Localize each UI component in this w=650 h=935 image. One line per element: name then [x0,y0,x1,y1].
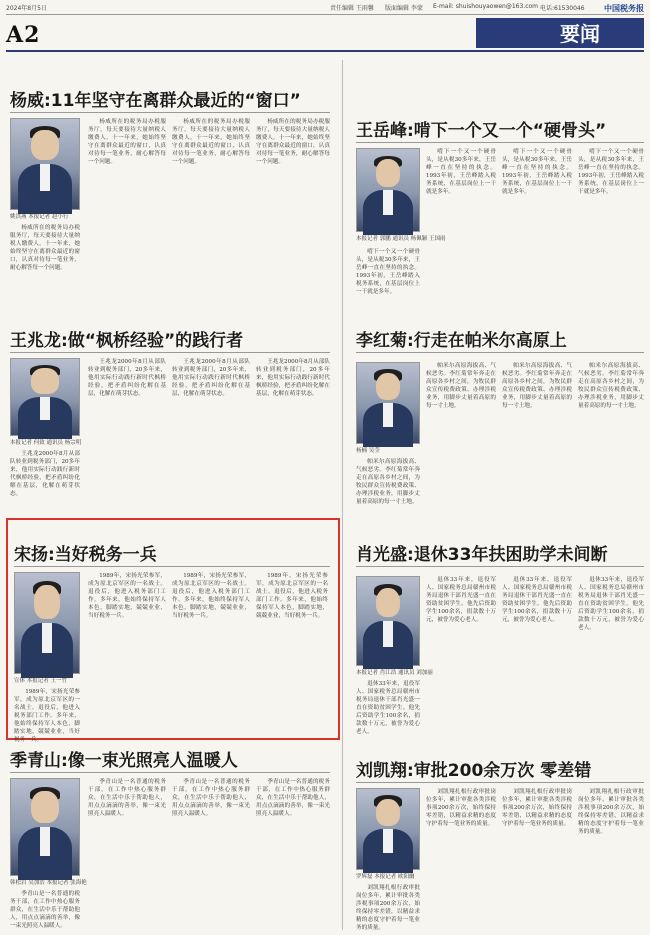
headline-yang-wei: 杨威:11年坚守在离群众最近的“窗口” [10,91,301,111]
section-title: 要闻 [560,22,600,46]
article-body-col2: 季青山是一名普通的税务干部，在工作中热心服务群众，在生活中乐于帮助他人，用点点滴滴的善举，像一束光照亮人温暖人。 [88,779,166,817]
article-body-col3: 季青山是一名普通的税务干部，在工作中热心服务群众，在生活中乐于帮助他人，用点点滴滴的善举，像一束光照亮人温暖人。 [172,779,250,817]
article-body: 王兆龙2000年8月从部队转业到税务部门，20多年来，他用实际行动践行新时代枫桥经验，把矛盾纠纷化解在基层，化解在萌芽状态。 [10,451,80,497]
portrait-photo [356,148,420,232]
portrait-photo [356,788,420,870]
article-body: 季青山是一名普通的税务干部，在工作中热心服务群众，在生活中乐于帮助他人，用点点滴滴的善举，像一束光照亮人温暖人。 [10,891,80,929]
contact-email: E-mail: shuishouyaowen@163.com [433,3,539,10]
contact-phone: 电话:61530046 [540,5,585,12]
portrait-photo [356,576,420,666]
photo-caption: 罗辉磊 本报记者 欧阳幽 [356,874,415,880]
portrait-photo [14,572,80,674]
photo-caption: 本报记者 肖江浩 通讯员 刘加丽 [356,670,433,676]
article-body-col2: 刘凯翔扎根行政审批岗位多年，累计审批各类涉税事项200余万次，始终保持零差错，以精益求精的态度守护着每一笔业务的质量。 [426,789,496,827]
issue-date: 2024年8月5日 [6,5,47,12]
headline-li-hongju: 李红菊:行走在帕米尔高原上 [356,331,567,351]
article-body-col4: 啃下一个又一个硬骨头，是从税30多年来，王岳峰一直在坚持的执念。1993年初，王岳峰踏入税务系统，在基层岗位上一干就是多年。 [578,149,644,195]
article-body: 杨威所在的税务局办税服务厅，每天要接待大量纳税人缴费人。十一年来，她始终坚守在离群众最近的窗口，认真对待每一笔业务，耐心解答每一个问题。 [10,225,80,271]
editor-credit: 责任编辑 王雨馨 [330,5,374,12]
photo-caption: 本报记者 郭鹏 通讯员 杨佩颖 王国雨 [356,236,446,242]
article-body: 刘凯翔扎根行政审批岗位多年，累计审批各类涉税事项200余万次，始终保持零差错，以精益求精的态度守护着每一笔业务的质量。 [356,885,420,931]
article-body-col2: 退休33年来，退役军人、国家税务总局赣州市税务局退休干部肖光盛一直在资助贫困学生。他先后资助学生100余名，捐款数十万元，被誉为爱心老人。 [426,577,496,623]
article-body-col4: 刘凯翔扎根行政审批岗位多年，累计审批各类涉税事项200余万次，始终保持零差错，以精益求精的态度守护着每一笔业务的质量。 [578,789,644,835]
photo-caption: 杨楠 吴莹 [356,448,380,454]
page-code: A2 [6,22,41,48]
article-body-col2: 啃下一个又一个硬骨头，是从税30多年来，王岳峰一直在坚持的执念。1993年初，王岳峰踏入税务系统，在基层岗位上一干就是多年。 [426,149,496,195]
photo-caption: 宣体 本报记者 王一竹 [14,678,67,684]
portrait-photo [10,118,80,210]
photo-caption: 姚洪燕 本报记者 赵小行 [10,214,69,220]
article-body-col3: 啃下一个又一个硬骨头，是从税30多年来，王岳峰一直在坚持的执念。1993年初，王岳峰踏入税务系统，在基层岗位上一干就是多年。 [502,149,572,195]
column-divider [342,60,343,930]
headline-song-yang: 宋扬:当好税务一兵 [14,545,157,565]
article-body-col3: 杨威所在的税务局办税服务厅，每天要接待大量纳税人缴费人。十一年来，她始终坚守在离群众最近的窗口，认真对待每一笔业务，耐心解答每一个问题。 [172,119,250,165]
headline-wang-zhaolong: 王兆龙:做“枫桥经验”的践行者 [10,331,244,351]
article-body-col3: 帕米尔高原海拔高、气候恶劣。李红菊常年奔走在高原各乡村之间，为牧民群众宣传税费政策、办理涉税业务，用脚步丈量着高原的每一寸土地。 [502,363,572,409]
article-body-col3: 王兆龙2000年8月从部队转业到税务部门，20多年来，他用实际行动践行新时代枫桥经验，把矛盾纠纷化解在基层，化解在萌芽状态。 [172,359,250,397]
photo-caption: 韩松岩 吴加浩 本报记者 张海艳 [10,880,87,886]
article-body-col4: 杨威所在的税务局办税服务厅，每天要接待大量纳税人缴费人。十一年来，她始终坚守在离群众最近的窗口，认真对待每一笔业务，耐心解答每一个问题。 [256,119,330,165]
article-body: 1989年，宋扬光荣参军，成为原北京军区的一名战士。退役后，他进入税务部门工作。多年来，他始终保持军人本色，脚踏实地，兢兢业业，当好税务一兵。 [14,689,80,743]
article-body-col3: 退休33年来，退役军人、国家税务总局赣州市税务局退休干部肖光盛一直在资助贫困学生。他先后资助学生100余名，捐款数十万元，被誉为爱心老人。 [502,577,572,623]
headline-ji-qingshan: 季青山:像一束光照亮人温暖人 [10,751,238,771]
article-body-col3: 刘凯翔扎根行政审批岗位多年，累计审批各类涉税事项200余万次，始终保持零差错，以精益求精的态度守护着每一笔业务的质量。 [502,789,572,827]
photo-caption: 本报记者 何致 通讯员 杨宗明 [10,440,82,446]
headline-liu-kaixiang: 刘凯翔:审批200余万次 零差错 [356,761,592,781]
article-body-col2: 王兆龙2000年8月从部队转业到税务部门，20多年来，他用实际行动践行新时代枫桥经验，把矛盾纠纷化解在基层，化解在萌芽状态。 [88,359,166,397]
article-body-col4: 王兆龙2000年8月从部队转业到税务部门，20多年来，他用实际行动践行新时代枫桥经验，把矛盾纠纷化解在基层，化解在萌芽状态。 [256,359,330,397]
article-body-col2: 杨威所在的税务局办税服务厅，每天要接待大量纳税人缴费人。十一年来，她始终坚守在离群众最近的窗口，认真对待每一笔业务，耐心解答每一个问题。 [88,119,166,165]
article-body-col2: 帕米尔高原海拔高、气候恶劣。李红菊常年奔走在高原各乡村之间，为牧民群众宣传税费政策、办理涉税业务，用脚步丈量着高原的每一寸土地。 [426,363,496,409]
article-body: 退休33年来，退役军人、国家税务总局赣州市税务局退休干部肖光盛一直在资助贫困学生。他先后资助学生100余名，捐款数十万元，被誉为爱心老人。 [356,681,420,735]
newspaper-brand: 中国税务报 [604,4,644,13]
article-body-col4: 1989年，宋扬光荣参军，成为原北京军区的一名战士。退役后，他进入税务部门工作。多年来，他始终保持军人本色，脚踏实地，兢兢业业，当好税务一兵。 [256,573,328,619]
article-body-col4: 帕米尔高原海拔高、气候恶劣。李红菊常年奔走在高原各乡村之间，为牧民群众宣传税费政策、办理涉税业务，用脚步丈量着高原的每一寸土地。 [578,363,644,409]
article-body-col2: 1989年，宋扬光荣参军，成为原北京军区的一名战士。退役后，他进入税务部门工作。多年来，他始终保持军人本色，脚踏实地，兢兢业业，当好税务一兵。 [88,573,166,619]
designer-credit: 版面编辑 李蒙 [385,5,423,12]
portrait-photo [356,362,420,444]
article-body-col4: 季青山是一名普通的税务干部，在工作中热心服务群众，在生活中乐于帮助他人，用点点滴滴的善举，像一束光照亮人温暖人。 [256,779,330,817]
article-body-col4: 退休33年来，退役军人、国家税务总局赣州市税务局退休干部肖光盛一直在资助贫困学生。他先后资助学生100余名，捐款数十万元，被誉为爱心老人。 [578,577,644,631]
article-body: 啃下一个又一个硬骨头，是从税30多年来，王岳峰一直在坚持的执念。1993年初，王岳峰踏入税务系统，在基层岗位上一干就是多年。 [356,249,420,295]
headline-wang-yuefeng: 王岳峰:啃下一个又一个“硬骨头” [356,121,607,141]
article-body: 帕米尔高原海拔高、气候恶劣。李红菊常年奔走在高原各乡村之间，为牧民群众宣传税费政策、办理涉税业务，用脚步丈量着高原的每一寸土地。 [356,459,420,505]
portrait-photo [10,778,80,876]
portrait-photo [10,358,80,436]
article-body-col3: 1989年，宋扬光荣参军，成为原北京军区的一名战士。退役后，他进入税务部门工作。多年来，他始终保持军人本色，脚踏实地，兢兢业业，当好税务一兵。 [172,573,250,619]
top-bar [0,0,650,14]
headline-xiao-guangsheng: 肖光盛:退休33年扶困助学未间断 [356,545,608,565]
